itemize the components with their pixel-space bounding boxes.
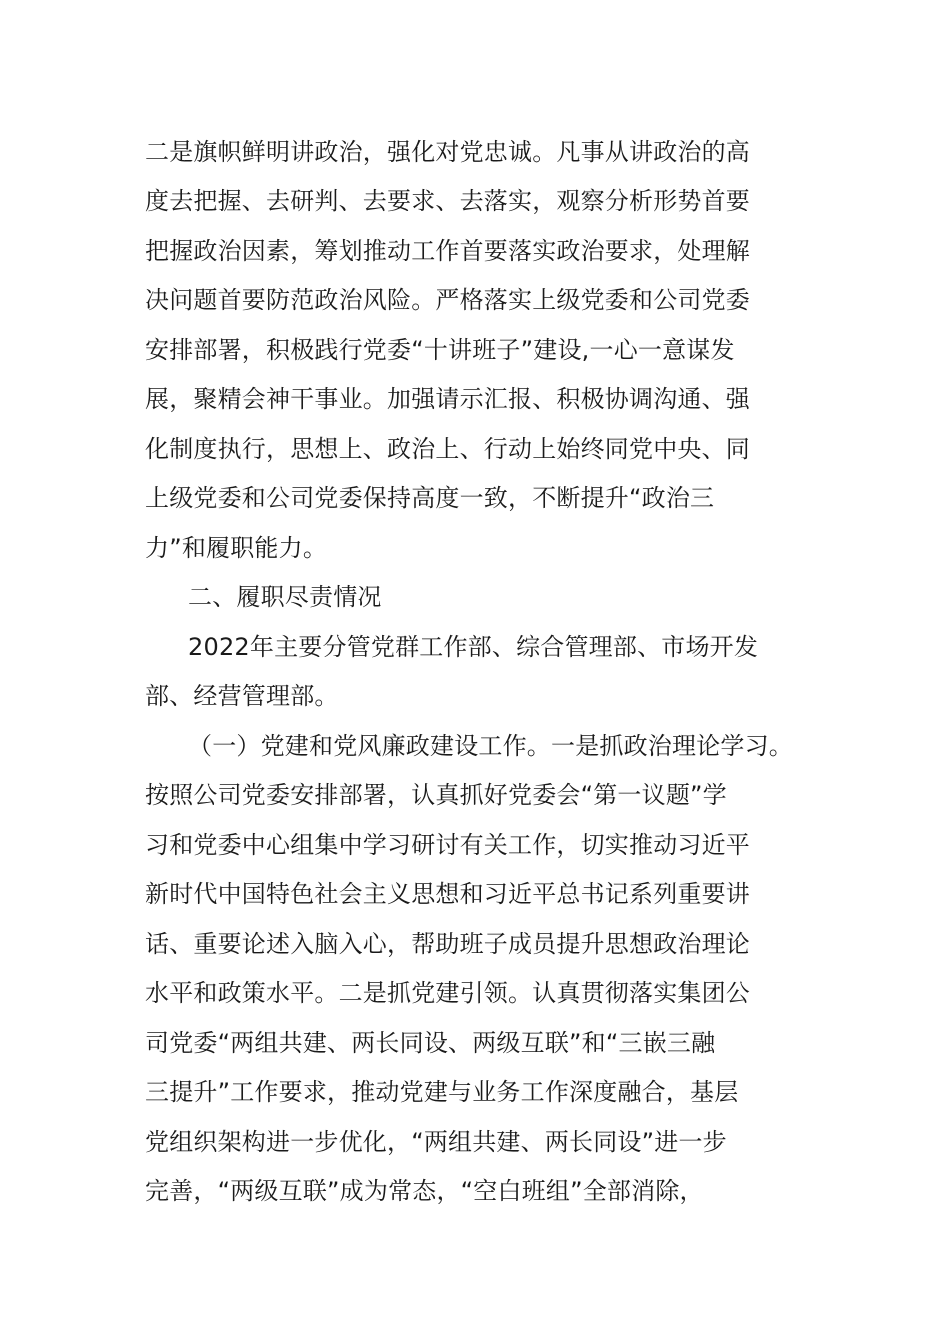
paragraph-line: 习和党委中心组集中学习研讨有关工作，切实推动习近平 bbox=[145, 831, 750, 859]
paragraph-line: 党组织架构进一步优化，“两组共建、两长同设”进一步 bbox=[145, 1128, 727, 1156]
paragraph-line: 安排部署，积极践行党委“十讲班子”建设,一心一意谋发 bbox=[145, 336, 735, 364]
paragraph-line: 完善，“两级互联”成为常态，“空白班组”全部消除， bbox=[145, 1177, 704, 1205]
section-heading: 二、履职尽责情况 bbox=[188, 583, 382, 611]
paragraph-line: （一）党建和党风廉政建设工作。一是抓政治理论学习。 bbox=[188, 732, 793, 760]
paragraph-line: 话、重要论述入脑入心，帮助班子成员提升思想政治理论 bbox=[145, 930, 750, 958]
paragraph-line: 二是旗帜鲜明讲政治，强化对党忠诚。凡事从讲政治的高 bbox=[145, 138, 750, 166]
paragraph-line: 决问题首要防范政治风险。严格落实上级党委和公司党委 bbox=[145, 286, 750, 314]
paragraph-line: 上级党委和公司党委保持高度一致，不断提升“政治三 bbox=[145, 484, 715, 512]
paragraph-line: 2022年主要分管党群工作部、综合管理部、市场开发 bbox=[188, 633, 759, 661]
paragraph-line: 司党委“两组共建、两长同设、两级互联”和“三嵌三融 bbox=[145, 1029, 716, 1057]
paragraph-line: 展，聚精会神干事业。加强请示汇报、积极协调沟通、强 bbox=[145, 385, 750, 413]
paragraph-line: 力”和履职能力。 bbox=[145, 534, 328, 562]
paragraph-line: 按照公司党委安排部署，认真抓好党委会“第一议题”学 bbox=[145, 781, 727, 809]
paragraph-line: 三提升”工作要求，推动党建与业务工作深度融合，基层 bbox=[145, 1078, 739, 1106]
paragraph-line: 把握政治因素，筹划推动工作首要落实政治要求，处理解 bbox=[145, 237, 750, 265]
paragraph-line: 水平和政策水平。二是抓党建引领。认真贯彻落实集团公 bbox=[145, 979, 750, 1007]
paragraph-line: 化制度执行，思想上、政治上、行动上始终同党中央、同 bbox=[145, 435, 750, 463]
paragraph-line: 部、经营管理部。 bbox=[145, 682, 339, 710]
paragraph-line: 新时代中国特色社会主义思想和习近平总书记系列重要讲 bbox=[145, 880, 750, 908]
paragraph-line: 度去把握、去研判、去要求、去落实，观察分析形势首要 bbox=[145, 187, 750, 215]
